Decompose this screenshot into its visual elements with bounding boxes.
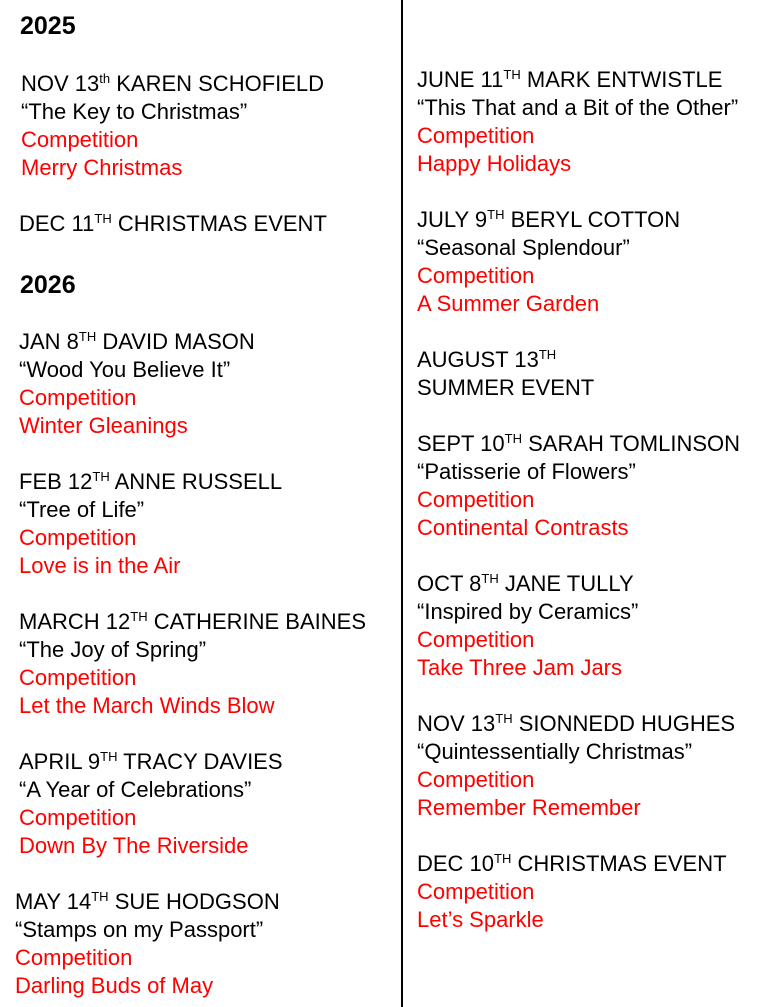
event-date-speaker (417, 346, 594, 374)
event-entry (417, 66, 738, 178)
competition-label: Competition (417, 263, 535, 288)
event-date: DEC 11 (19, 211, 95, 236)
event-entry (19, 468, 282, 580)
event-entry (417, 570, 638, 682)
competition-label: Competition (15, 945, 133, 970)
event-entry (417, 850, 727, 934)
event-date: NOV 13 (21, 71, 100, 96)
event-title: “Seasonal Splendour” (417, 235, 630, 260)
event-date-speaker (417, 430, 740, 458)
event-title: “Patisserie of Flowers” (417, 459, 636, 484)
event-date-speaker (417, 710, 735, 738)
date-ordinal-suffix: TH (503, 67, 521, 82)
competition-theme: Remember Remember (417, 795, 641, 820)
event-date-speaker (19, 210, 327, 238)
event-title: “Wood You Believe It” (19, 357, 231, 382)
date-ordinal-suffix: TH (487, 207, 505, 222)
event-date: OCT 8 (417, 571, 482, 596)
event-speaker: CATHERINE BAINES (147, 609, 367, 634)
event-date-speaker (15, 888, 280, 916)
event-entry (19, 608, 366, 720)
competition-label: Competition (19, 805, 137, 830)
date-ordinal-suffix: th (99, 71, 111, 86)
competition-label: Competition (417, 123, 535, 148)
event-entry (19, 210, 327, 238)
competition-theme: Take Three Jam Jars (417, 655, 623, 680)
event-entry (21, 70, 324, 182)
event-date: JULY 9 (417, 207, 488, 232)
event-date: JAN 8 (19, 329, 79, 354)
date-ordinal-suffix: TH (100, 749, 118, 764)
date-ordinal-suffix: TH (481, 571, 499, 586)
date-ordinal-suffix: TH (130, 609, 148, 624)
event-title: “This That and a Bit of the Other” (417, 95, 739, 120)
event-title: “Tree of Life” (19, 497, 145, 522)
event-date: DEC 10 (417, 851, 495, 876)
event-title: “Inspired by Ceramics” (417, 599, 639, 624)
event-title: SUMMER EVENT (417, 375, 595, 400)
event-entry (417, 346, 594, 402)
event-speaker: SUE HODGSON (108, 889, 280, 914)
event-speaker: CHRISTMAS EVENT (511, 851, 727, 876)
date-ordinal-suffix: TH (91, 889, 109, 904)
event-date: MARCH 12 (19, 609, 131, 634)
competition-theme: Happy Holidays (417, 151, 572, 176)
event-date-speaker (21, 70, 324, 98)
event-date: SEPT 10 (417, 431, 505, 456)
event-speaker: SIONNEDD HUGHES (512, 711, 736, 736)
event-date-speaker (417, 570, 638, 598)
date-ordinal-suffix: TH (495, 711, 513, 726)
event-title: “Stamps on my Passport” (15, 917, 264, 942)
date-ordinal-suffix: TH (94, 211, 112, 226)
event-title: “Quintessentially Christmas” (417, 739, 693, 764)
date-ordinal-suffix: TH (504, 431, 522, 446)
competition-label: Competition (19, 665, 137, 690)
event-date: JUNE 11 (417, 67, 504, 92)
event-title: “A Year of Celebrations” (19, 777, 252, 802)
event-speaker: DAVID MASON (96, 329, 255, 354)
event-date: AUGUST 13 (417, 347, 539, 372)
event-date-speaker (417, 206, 680, 234)
year-heading-2025: 2025 (20, 12, 76, 40)
competition-label: Competition (417, 487, 535, 512)
event-speaker: SARAH TOMLINSON (522, 431, 741, 456)
column-divider (401, 0, 403, 1007)
event-date-speaker (19, 328, 255, 356)
event-entry (417, 206, 680, 318)
event-date: FEB 12 (19, 469, 93, 494)
event-date-speaker (417, 850, 727, 878)
event-date-speaker (19, 468, 282, 496)
event-date: MAY 14 (15, 889, 92, 914)
date-ordinal-suffix: TH (92, 469, 110, 484)
competition-theme: Down By The Riverside (19, 833, 249, 858)
event-date: APRIL 9 (19, 749, 101, 774)
event-speaker: CHRISTMAS EVENT (111, 211, 327, 236)
event-date-speaker (19, 608, 366, 636)
date-ordinal-suffix: TH (494, 851, 512, 866)
event-speaker: MARK ENTWISTLE (520, 67, 723, 92)
competition-theme: A Summer Garden (417, 291, 600, 316)
event-entry (19, 748, 283, 860)
event-speaker: JANE TULLY (498, 571, 634, 596)
date-ordinal-suffix: TH (538, 347, 557, 362)
event-date-speaker (19, 748, 283, 776)
competition-label: Competition (417, 879, 535, 904)
competition-label: Competition (21, 127, 139, 152)
competition-label: Competition (417, 627, 535, 652)
event-title: “The Key to Christmas” (21, 99, 248, 124)
competition-theme: Merry Christmas (21, 155, 183, 180)
competition-label: Competition (19, 385, 137, 410)
competition-theme: Let the March Winds Blow (19, 693, 275, 718)
event-speaker: BERYL COTTON (504, 207, 681, 232)
competition-theme: Winter Gleanings (19, 413, 188, 438)
event-date-speaker (417, 66, 738, 94)
event-entry (417, 430, 740, 542)
event-speaker: TRACY DAVIES (117, 749, 283, 774)
competition-theme: Love is in the Air (19, 553, 181, 578)
event-entry (15, 888, 280, 1000)
event-entry (19, 328, 255, 440)
competition-theme: Let’s Sparkle (417, 907, 544, 932)
event-speaker: ANNE RUSSELL (109, 469, 283, 494)
competition-label: Competition (417, 767, 535, 792)
event-entry (417, 710, 735, 822)
event-title: “The Joy of Spring” (19, 637, 207, 662)
event-speaker: KAREN SCHOFIELD (110, 71, 325, 96)
event-date: NOV 13 (417, 711, 496, 736)
year-heading-2026: 2026 (20, 271, 76, 299)
competition-theme: Darling Buds of May (15, 973, 214, 998)
date-ordinal-suffix: TH (78, 329, 97, 344)
competition-label: Competition (19, 525, 137, 550)
competition-theme: Continental Contrasts (417, 515, 629, 540)
